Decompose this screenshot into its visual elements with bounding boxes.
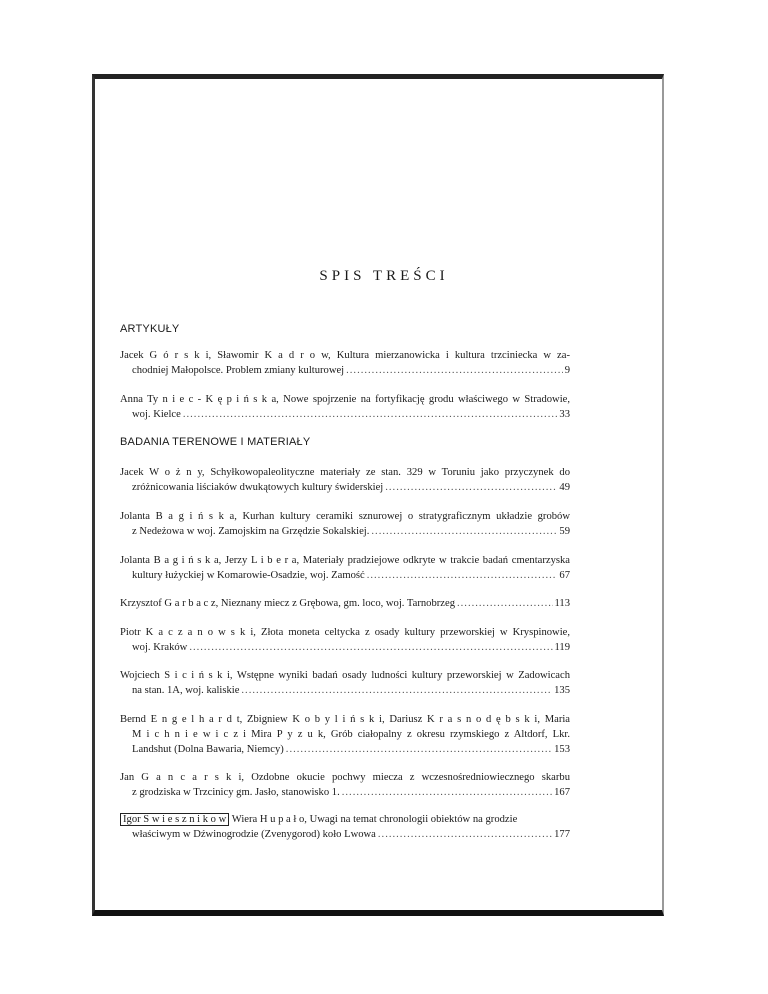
page-number: 33 [559, 409, 570, 420]
leader-dots [371, 524, 557, 539]
entry-line: Wojciech S i c i ń s k i, Wstępne wyniki badań osady ludności kultury przeworskiej w Zadowicach [120, 670, 570, 681]
entry-line: Jacek G ó r s k i, Sławomir K a d r o w, Kultura mierzanowicka i kultura trzciniecka w za- [120, 350, 570, 361]
toc-entry [120, 553, 570, 583]
toc-entry [120, 465, 570, 495]
entry-line: z grodziska w Trzcinicy gm. Jasło, stanowisko 1. [132, 787, 340, 798]
leader-dots [183, 407, 558, 422]
toc-entry [120, 348, 570, 378]
entry-line: Landshut (Dolna Bawaria, Niemcy) [132, 744, 284, 755]
leader-dots [367, 568, 558, 583]
page-number: 167 [554, 787, 570, 798]
leader-dots [378, 827, 552, 842]
leader-dots [457, 596, 553, 611]
leader-dots [385, 480, 557, 495]
leader-dots [286, 742, 552, 757]
page-number: 67 [559, 570, 570, 581]
toc-entry [120, 668, 570, 698]
page-number: 113 [554, 598, 570, 609]
entry-line: Piotr K a c z a n o w s k i, Złota moneta celtycka z osady kultury przeworskiej w Kryspinowie, [120, 627, 570, 638]
leader-dots [342, 785, 552, 800]
entry-line: Bernd E n g e l h a r d t, Zbigniew K o b y l i ń s k i, Dariusz K r a s n o d ę b s k i, Maria [120, 714, 570, 725]
entry-line: Krzysztof G a r b a c z, Nieznany miecz z Grębowa, gm. loco, woj. Tarnobrzeg [120, 598, 455, 609]
toc-entry [120, 392, 570, 422]
toc-entry [120, 712, 570, 757]
toc-entry [120, 812, 570, 842]
toc-entry [120, 770, 570, 800]
entry-line: Jan G a n c a r s k i, Ozdobne okucie pochwy miecza z wczesnośredniowiecznego skarbu [120, 772, 570, 783]
entry-line: Jacek W o ż n y, Schyłkowopaleolityczne materiały ze stan. 329 w Toruniu jako przyczynek do [120, 467, 570, 478]
entry-line: z Nedeżowa w woj. Zamojskim na Grzędzie Sokalskiej. [132, 526, 370, 537]
section-heading-field: BADANIA TERENOWE I MATERIAŁY [120, 436, 311, 448]
entry-line: chodniej Małopolsce. Problem zmiany kulturowej [132, 365, 345, 376]
entry-line: kultury łużyckiej w Komarowie-Osadzie, woj. Zamość [132, 570, 365, 581]
page-number: 153 [554, 744, 570, 755]
entry-line: woj. Kraków [132, 642, 188, 653]
toc-entry [120, 625, 570, 655]
entry-line: na stan. 1A, woj. kaliskie [132, 685, 240, 696]
entry-line: Wiera H u p a ł o, Uwagi na temat chronologii obiektów na grodzie [231, 814, 518, 825]
toc-entry [120, 596, 570, 611]
page-number: 9 [564, 365, 570, 376]
boxed-author-name: Igor S w i e s z n i k o w [120, 813, 229, 826]
entry-line: Anna Ty n i e c - K ę p i ń s k a, Nowe spojrzenie na fortyfikację grodu właściwego w Stradowie, [120, 394, 570, 405]
entry-line: Jolanta B a g i ń s k a, Kurhan kultury ceramiki sznurowej o stratygraficznym układzie grobów [120, 511, 570, 522]
page-title: SPIS TREŚCI [319, 268, 449, 284]
leader-dots [346, 363, 563, 378]
leader-dots [189, 640, 552, 655]
page-number: 59 [559, 526, 570, 537]
toc-entry [120, 509, 570, 539]
entry-line: zróżnicowania liściaków dwukątowych kultury świderskiej [132, 482, 384, 493]
entry-line: woj. Kielce [132, 409, 181, 420]
page-number: 119 [554, 642, 570, 653]
leader-dots [241, 683, 552, 698]
page-number: 177 [554, 829, 570, 840]
page-number: 49 [559, 482, 570, 493]
entry-line: M i c h n i e w i c z i Mira P y z u k, Grób ciałopalny z okresu rzymskiego z Altdorf, Lkr. [132, 729, 570, 740]
entry-line: właściwym w Dźwinogrodzie (Zvenygorod) koło Lwowa [132, 829, 376, 840]
section-heading-articles: ARTYKUŁY [120, 323, 180, 335]
entry-line: Jolanta B a g i ń s k a, Jerzy L i b e r a, Materiały pradziejowe odkryte w trakcie badań cmentarzyska [120, 555, 570, 566]
page-number: 135 [554, 685, 570, 696]
